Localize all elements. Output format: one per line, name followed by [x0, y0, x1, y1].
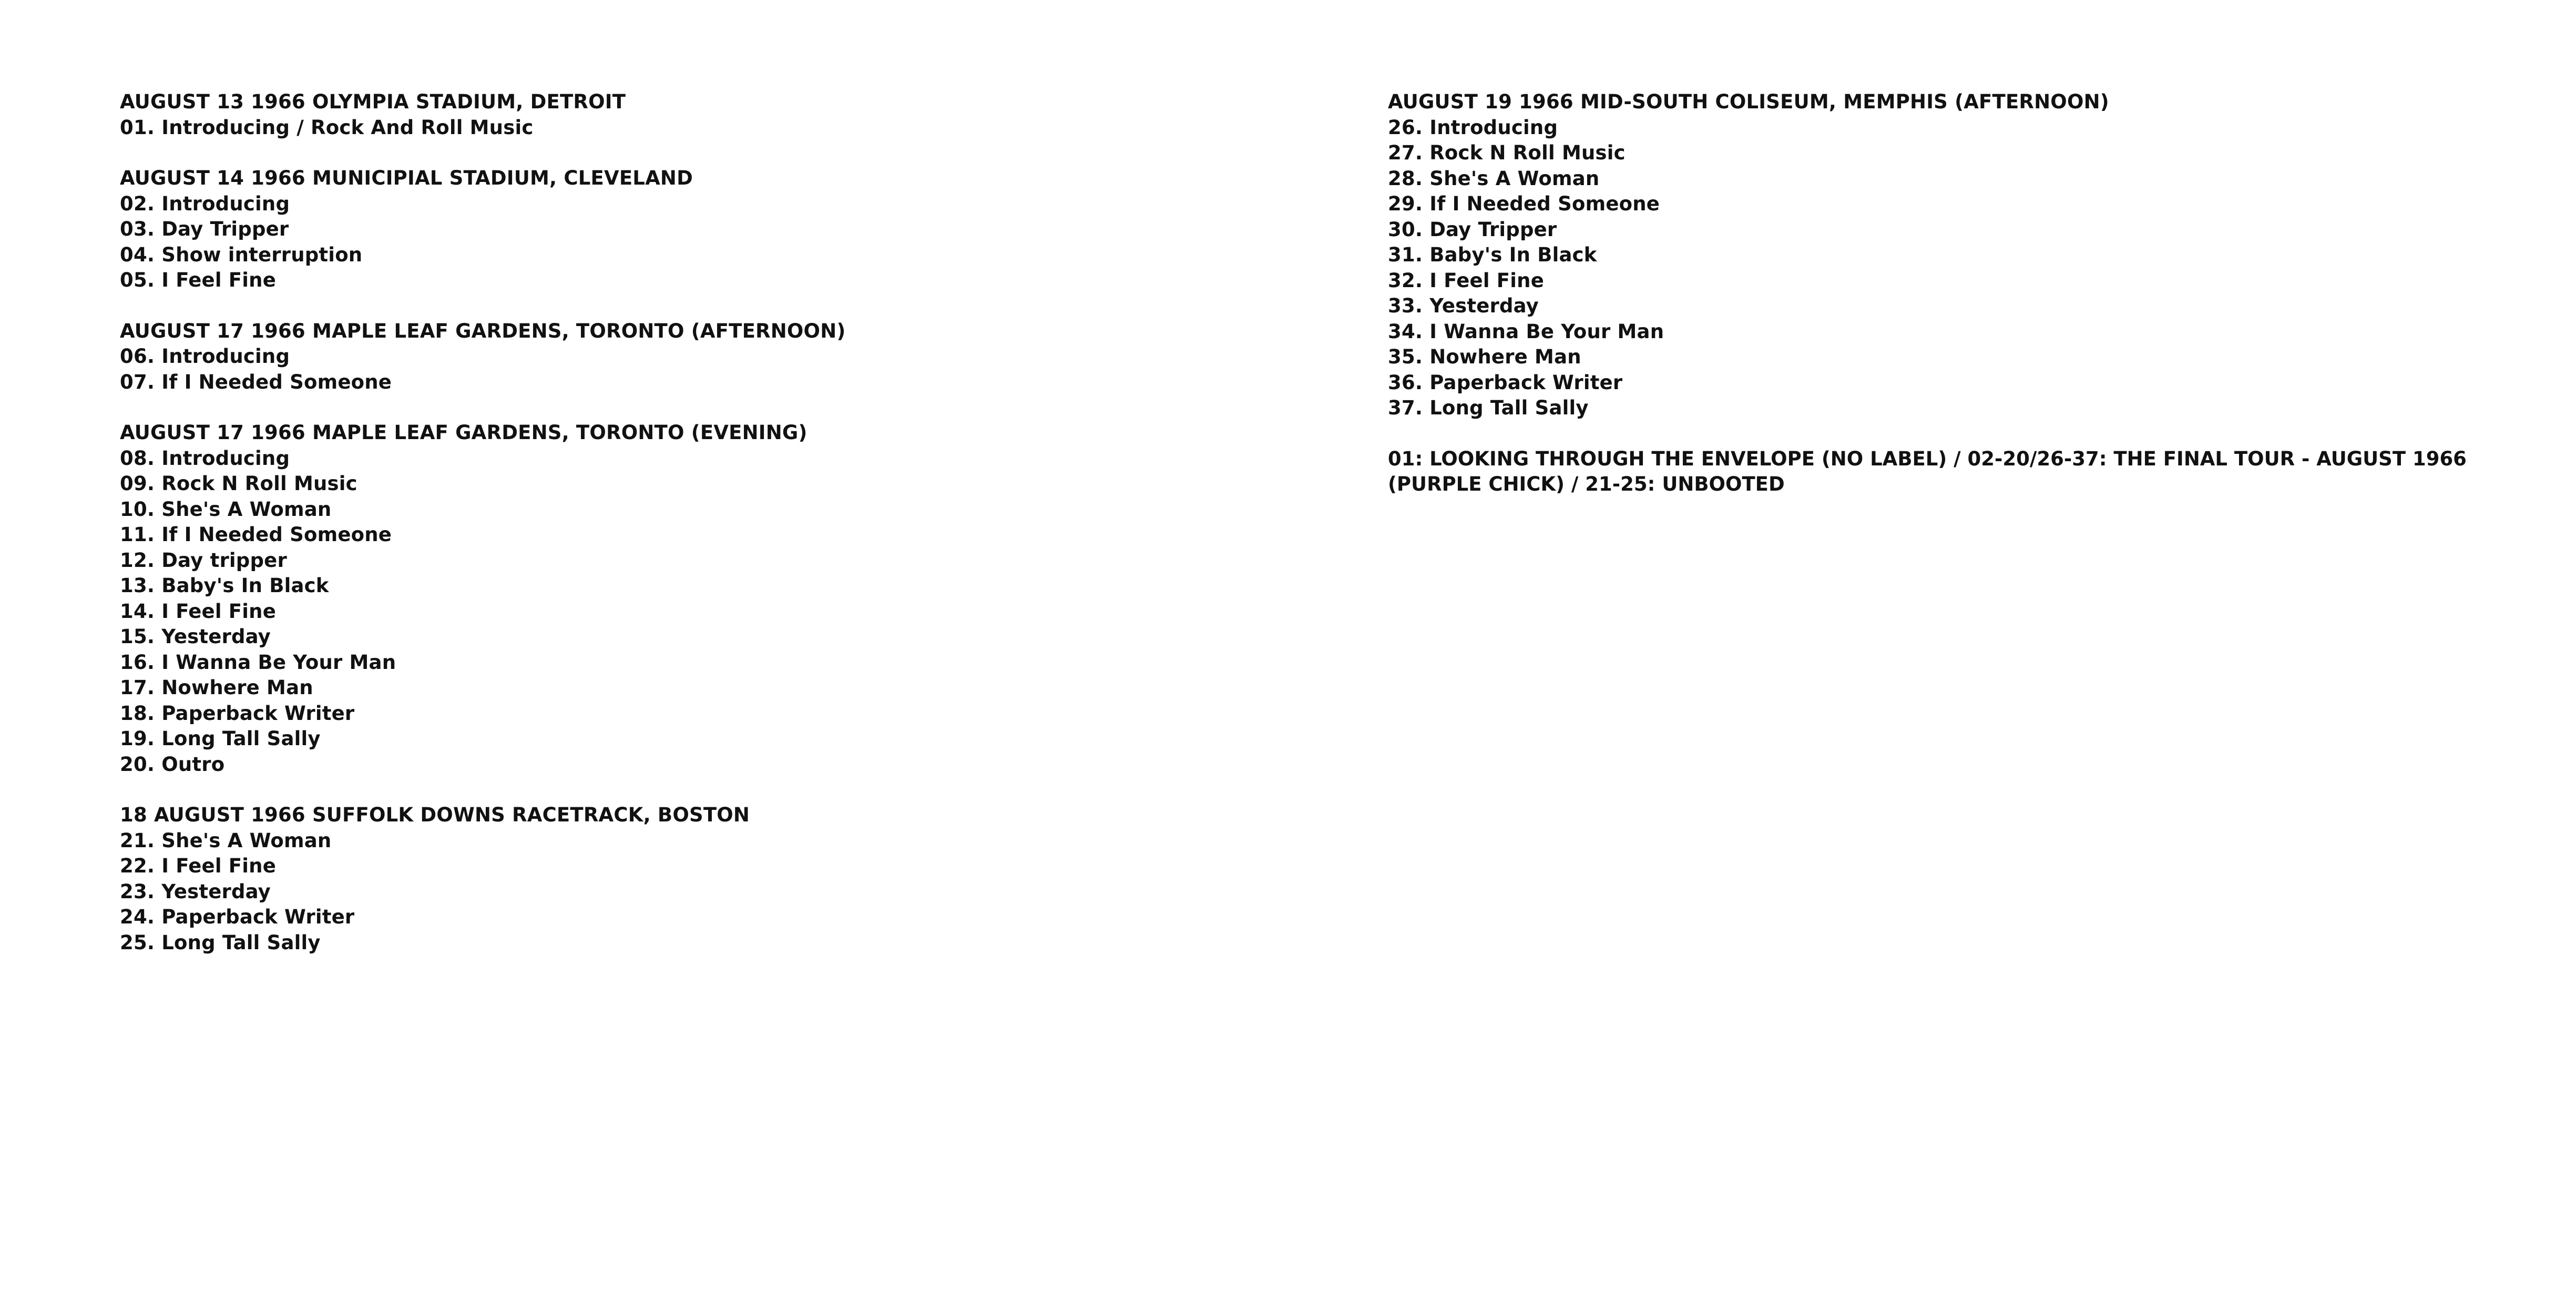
track-line: 10. She's A Woman	[120, 497, 332, 521]
setlist-section-memphis	[1388, 89, 2481, 421]
track-line: 13. Baby's In Black	[120, 574, 329, 597]
track-line: 29. If I Needed Someone	[1388, 192, 1660, 215]
setlist-section-boston	[120, 803, 1276, 956]
track-line: 12. Day tripper	[120, 548, 287, 572]
track-line: 37. Long Tall Sally	[1388, 397, 1589, 419]
section-heading: AUGUST 14 1966 MUNICIPIAL STADIUM, CLEVELAND	[120, 167, 693, 189]
track-line: 17. Nowhere Man	[120, 676, 313, 699]
track-line: 33. Yesterday	[1388, 294, 1539, 317]
track-line: 30. Day Tripper	[1388, 218, 1557, 241]
track-line: 36. Paperback Writer	[1388, 371, 1623, 394]
track-line: 09. Rock N Roll Music	[120, 472, 357, 495]
track-line: 35. Nowhere Man	[1388, 346, 1581, 368]
track-line: 27. Rock N Roll Music	[1388, 141, 1626, 164]
track-line: 11. If I Needed Someone	[120, 523, 392, 546]
track-line: 23. Yesterday	[120, 880, 271, 903]
track-line: 02. Introducing	[120, 192, 290, 215]
track-line: 26. Introducing	[1388, 116, 1558, 139]
track-line: 22. I Feel Fine	[120, 855, 276, 877]
section-heading: 18 AUGUST 1966 SUFFOLK DOWNS RACETRACK, BOSTON	[120, 804, 750, 826]
track-line: 05. I Feel Fine	[120, 269, 276, 291]
track-line: 34. I Wanna Be Your Man	[1388, 320, 1664, 343]
setlist-section-detroit	[120, 89, 1276, 140]
track-line: 25. Long Tall Sally	[120, 931, 321, 954]
source-note: 01: LOOKING THROUGH THE ENVELOPE (NO LABEL) / 02-20/26-37: THE FINAL TOUR - AUGUST 1966 (PURPLE CHICK) / 21-25: UNBOOTED	[1388, 447, 2467, 495]
right-column	[1388, 89, 2481, 497]
track-line: 08. Introducing	[120, 446, 290, 470]
track-line: 20. Outro	[120, 753, 225, 776]
track-line: 16. I Wanna Be Your Man	[120, 651, 396, 674]
setlist-section-cleveland	[120, 166, 1276, 293]
track-line: 15. Yesterday	[120, 625, 271, 648]
track-line: 24. Paperback Writer	[120, 906, 355, 928]
track-line: 07. If I Needed Someone	[120, 370, 392, 393]
track-line: 14. I Feel Fine	[120, 600, 276, 623]
track-line: 04. Show interruption	[120, 243, 363, 266]
track-line: 01. Introducing / Rock And Roll Music	[120, 116, 534, 139]
left-column	[120, 89, 1276, 981]
setlist-section-toronto-evening	[120, 420, 1276, 777]
section-heading: AUGUST 17 1966 MAPLE LEAF GARDENS, TORONTO (AFTERNOON)	[120, 319, 846, 342]
track-line: 21. She's A Woman	[120, 829, 332, 852]
section-heading: AUGUST 13 1966 OLYMPIA STADIUM, DETROIT	[120, 90, 626, 113]
track-line: 28. She's A Woman	[1388, 167, 1600, 190]
setlist-section-toronto-afternoon	[120, 319, 1276, 395]
section-heading: AUGUST 17 1966 MAPLE LEAF GARDENS, TORONTO (EVENING)	[120, 421, 807, 444]
section-heading: AUGUST 19 1966 MID-SOUTH COLISEUM, MEMPHIS (AFTERNOON)	[1388, 90, 2109, 113]
track-line: 31. Baby's In Black	[1388, 243, 1597, 266]
track-line: 18. Paperback Writer	[120, 702, 355, 725]
track-line: 06. Introducing	[120, 345, 290, 368]
track-line: 03. Day Tripper	[120, 218, 289, 240]
track-line: 32. I Feel Fine	[1388, 269, 1544, 292]
track-line: 19. Long Tall Sally	[120, 727, 321, 750]
